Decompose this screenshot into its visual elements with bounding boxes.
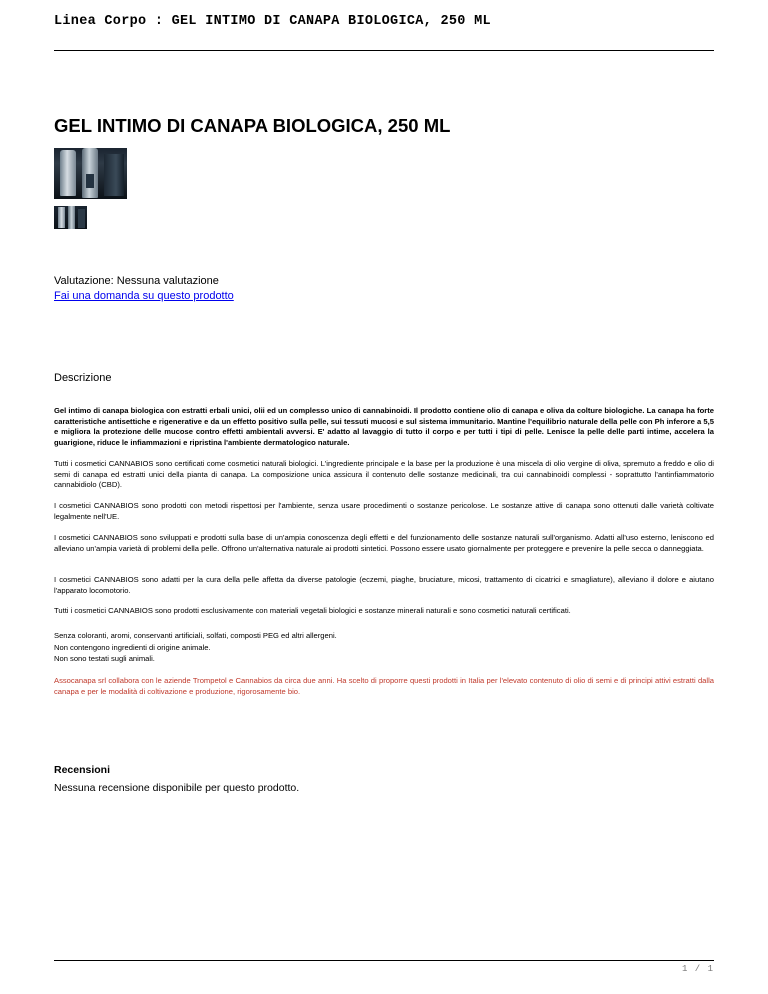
description-paragraph: I cosmetici CANNABIOS sono adatti per la cura della pelle affetta da diverse patologie (eczemi, piaghe, bruciature, micosi, trattamento di cicatrici e smagliature), alleviano il dolore e aiutano l'apparato locomotorio. bbox=[54, 575, 714, 595]
product-thumbnail[interactable] bbox=[54, 206, 87, 229]
assocanapa-note: Assocanapa srl collabora con le aziende Trompetol e Cannabios da circa due anni. Ha scelto di proporre questi prodotti in Italia per l'elevato contenuto di olio di semi e di principi attivi estratti dalla canapa e per le modalità di coltivazione e produzione, rigorosamente bio. bbox=[54, 676, 714, 696]
description-paragraph: I cosmetici CANNABIOS sono sviluppati e prodotti sulla base di un'ampia conoscenza degli effetti e del funzionamento delle sostanze naturali sull'organismo. Adatti all'uso esterno, leniscono ed alleviano un'ampia varietà di problemi della pelle. Offrono un'alternativa naturale ai prodotti sintetici. Possono essere usato giornalmente per proteggere e prevenire la pelle secca o danneggiata. bbox=[54, 533, 714, 553]
description-paragraph: Gel intimo di canapa biologica con estratti erbali unici, olii ed un complesso unico di cannabinoidi. Il prodotto contiene olio di canapa e oliva da colture biologiche. La canapa ha forte caratteristiche antisettiche e rigenerative e da un effetto positivo sulla pelle, sui tessuti mucosi e sul sistema immunitario. Mantine l'equilibrio naturale della pelle con Ph inferore a 5,5 e migliora la protezione delle mucose contro effetti ambientali avversi. E' adatto al lavaggio di tutto il corpo e per tutti i tipi di pelle. Lenisce la pelle delle parti intime, accelera la guarigione, riduce le infiammazioni e ripristina l'ambiente dermatologico naturale. bbox=[54, 406, 714, 447]
description-paragraph: Tutti i cosmetici CANNABIOS sono certificati come cosmetici naturali biologici. L'ingrediente principale e la base per la produzione è una miscela di olio vergine di oliva, spremuto a freddo e olio di semi di canapa ed estratti unici della pianta di canapa. La composizione unica assicura il contenuto delle sostanze medicinali, tra cui cannabinoidi complessi - soprattutto l'antinfiammatorio cannabidiolo (CBD). bbox=[54, 459, 714, 489]
page-number: 1 / 1 bbox=[681, 964, 714, 974]
description-paragraph: I cosmetici CANNABIOS sono prodotti con metodi rispettosi per l'ambiente, senza usare procedimenti o sostanze pericolose. Le sostanze attive di canapa sono ottenuti dalle varietà coltivate legalmente nell'UE. bbox=[54, 501, 714, 521]
reviews-empty-message: Nessuna recensione disponibile per questo prodotto. bbox=[54, 782, 300, 794]
ask-question-link[interactable]: Fai una domanda su questo prodotto bbox=[54, 290, 234, 302]
product-rating: Valutazione: Nessuna valutazione bbox=[54, 275, 219, 287]
description-heading: Descrizione bbox=[54, 372, 112, 384]
header-divider bbox=[54, 50, 714, 51]
description-paragraph: Tutti i cosmetici CANNABIOS sono prodotti esclusivamente con materiali vegetali biologici e sostanze minerali naturali e sono cosmetici naturali certificati. bbox=[54, 606, 571, 615]
reviews-heading: Recensioni bbox=[54, 764, 111, 776]
description-paragraph: Non contengono ingredienti di origine animale. bbox=[54, 643, 211, 652]
document-header-title: Linea Corpo : GEL INTIMO DI CANAPA BIOLOGICA, 250 ML bbox=[54, 14, 491, 29]
product-main-image[interactable] bbox=[54, 148, 127, 199]
footer-divider bbox=[54, 960, 714, 961]
product-title: GEL INTIMO DI CANAPA BIOLOGICA, 250 ML bbox=[54, 115, 451, 136]
description-paragraph: Senza coloranti, aromi, conservanti artificiali, solfati, composti PEG ed altri allergeni. bbox=[54, 631, 337, 640]
description-paragraph: Non sono testati sugli animali. bbox=[54, 654, 155, 663]
